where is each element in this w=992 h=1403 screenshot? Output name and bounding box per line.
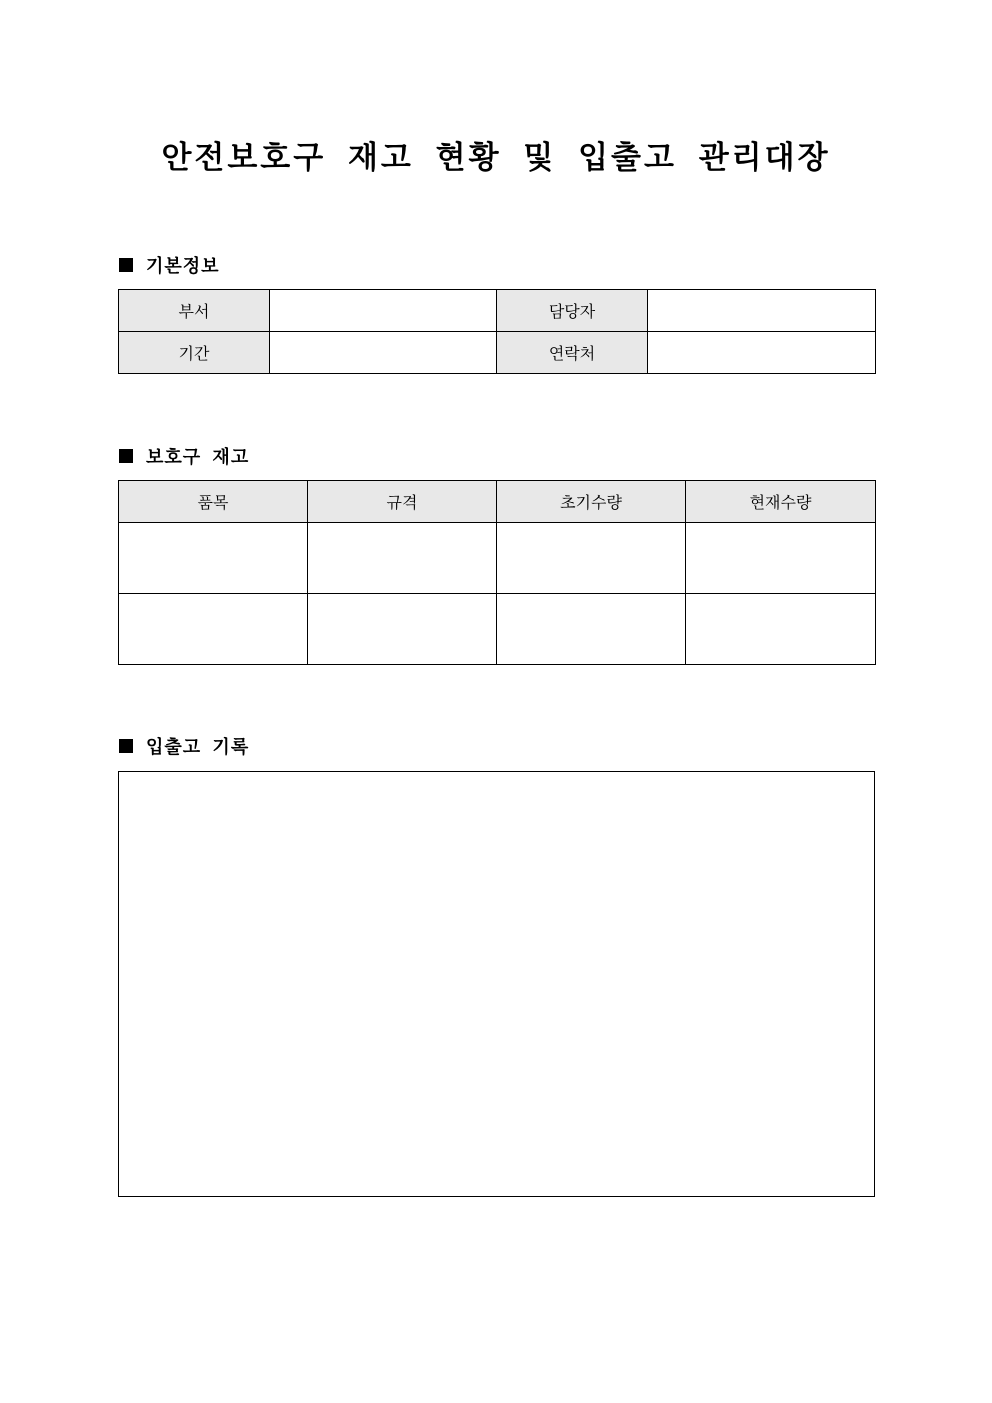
section-label: 보호구 재고 <box>146 447 250 468</box>
table-row <box>119 290 876 332</box>
square-bullet-icon <box>119 739 133 753</box>
period-field[interactable] <box>270 332 497 374</box>
manager-field[interactable] <box>648 290 876 332</box>
section-heading-stock <box>119 444 249 468</box>
contact-field[interactable] <box>648 332 876 374</box>
current-qty-cell[interactable] <box>686 594 876 665</box>
table-row <box>119 332 876 374</box>
column-header-current-qty: 현재수량 <box>686 481 876 523</box>
section-label: 입출고 기록 <box>146 737 250 758</box>
table-row <box>119 523 876 594</box>
column-header-initial-qty: 초기수량 <box>497 481 686 523</box>
department-label: 부서 <box>119 290 270 332</box>
records-box[interactable] <box>118 771 875 1197</box>
table-header-row <box>119 481 876 523</box>
basic-info-table <box>118 289 876 374</box>
column-header-item: 품목 <box>119 481 308 523</box>
stock-table <box>118 480 876 665</box>
section-heading-records <box>119 734 249 758</box>
document-title: 안전보호구 재고 현황 및 입출고 관리대장 <box>161 140 831 176</box>
table-row <box>119 594 876 665</box>
spec-cell[interactable] <box>308 594 497 665</box>
initial-qty-cell[interactable] <box>497 594 686 665</box>
current-qty-cell[interactable] <box>686 523 876 594</box>
department-field[interactable] <box>270 290 497 332</box>
item-cell[interactable] <box>119 594 308 665</box>
section-heading-basic-info <box>119 253 220 277</box>
square-bullet-icon <box>119 449 133 463</box>
item-cell[interactable] <box>119 523 308 594</box>
section-label: 기본정보 <box>146 256 220 277</box>
period-label: 기간 <box>119 332 270 374</box>
spec-cell[interactable] <box>308 523 497 594</box>
initial-qty-cell[interactable] <box>497 523 686 594</box>
contact-label: 연락처 <box>497 332 648 374</box>
square-bullet-icon <box>119 258 133 272</box>
manager-label: 담당자 <box>497 290 648 332</box>
column-header-spec: 규격 <box>308 481 497 523</box>
